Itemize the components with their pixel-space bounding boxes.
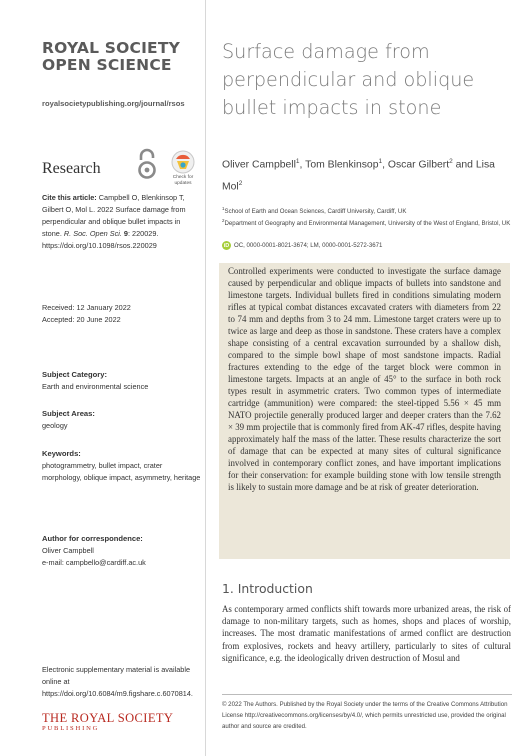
author-separator: , [299,159,306,171]
subject-category-heading: Subject Category: [42,370,107,379]
author-list [222,152,517,197]
publisher-logo[interactable] [42,712,173,733]
correspondence-heading: Author for correspondence: [42,534,143,543]
author-separator: , [382,159,388,171]
author-affil-sup: 1 [378,158,383,165]
publisher-name: THE ROYAL SOCIETY [42,711,174,725]
affiliation-sup: 2 [222,218,225,224]
article-sidebar [0,0,205,756]
subject-areas-heading: Subject Areas: [42,409,95,418]
citation-text: Campbell O, Blenkinsop T, Gilbert O, Mol L. 2022 Surface damage from perpendicular and oblique bullet impacts in stone. [42,193,186,238]
keywords-heading: Keywords: [42,449,81,458]
subject-category-value: Earth and environmental science [42,382,149,391]
correspondence [42,533,202,569]
journal-title[interactable] [42,40,180,74]
citation-label: Cite this article: [42,193,97,202]
orcid-line [222,241,382,250]
license-statement: © 2022 The Authors. Published by the Royal Society under the terms of the Creative Commons Attribution License http://creativecommons.org/licenses/by/4.0/, which permits unrestricted use, provided the original author and source are credited. [222,694,512,733]
subject-category [42,369,202,393]
affiliation-item [222,216,512,228]
publisher-subname: PUBLISHING [42,725,100,732]
subject-areas [42,408,202,432]
affiliations [222,204,512,229]
abstract-box: Controlled experiments were conducted to investigate the surface damage caused by perpendicular and oblique impacts of bullets into sandstone and limestone targets. Individual bullets fired in conditions simulating modern rifles at typical combat distances excavated craters with diameters from 22 to 74 mm and depths from 3 to 24 mm. Limestone target craters were up to twice as large and deep as those in sandstone. These craters have a complex shape consisting of a central excavation surrounded by a shallow dish, compared to the simple bowl shape of most sandstone impacts. Radial fractures extending to the edge of the target block were common in limestone targets. Impacts at an angle of 45° to the surface in both rock types result in asymmetric craters. Two common types of intermediate cartridge (ammunition) were compared: the steel-tipped 5.56 × 45 mm NATO projectile generally produced larger and deeper craters than the 7.62 × 39 mm projectile that is commonly fired from AK-47 rifles, despite having approximately half the mass of the latter. These results characterize the sort of damage that can be expected at many sites of cultural significance involved in contemporary conflict zones, and have important implications for their conservation: for example building stone with low tensile strength is likely to sustain more damage and be at risk of greater deterioration. [219,263,510,559]
paper-title: Surface damage from perpendicular and oblique bullet impacts in stone [222,40,475,119]
author-name[interactable]: Oscar Gilbert [387,159,450,171]
journal-url-link[interactable]: royalsocietypublishing.org/journal/rsos [42,99,185,108]
citation-volume: 9 [121,228,128,238]
author-affil-sup: 2 [449,158,453,165]
accepted-date: Accepted: 20 June 2022 [42,314,121,324]
journal-title-line2: OPEN SCIENCE [42,56,172,74]
introduction-text: As contemporary armed conflicts shift towards more urbanized areas, the risk of damage to non-military targets, such as homes, shops and places of worship, increases. The most dramatic manifestations of armed conflict are destruction from explosives, rockets and heavy artillery, particularly to sites of cultural significance, e.g. the ideologically driven destruction of Mosul and [222,604,511,663]
section-heading-introduction: 1. Introduction [222,581,313,596]
affiliation-text: School of Earth and Ocean Sciences, Cardiff University, Cardiff, UK [224,208,407,216]
received-date: Received: 12 January 2022 [42,303,131,312]
orcid-ids[interactable]: OC, 0000-0001-8021-3674; LM, 0000-0001-5272-3671 [234,242,383,249]
author-name[interactable]: Tom Blenkinsop [305,159,379,171]
citation-doi-link[interactable]: https://doi.org/10.1098/rsos.220029 [42,240,157,250]
supplementary-material-note[interactable]: Electronic supplementary material is available online at https://doi.org/10.6084/m9.figshare.c.6070814. [42,665,193,698]
affiliation-sup: 1 [222,206,225,211]
open-access-icon [136,147,158,181]
journal-title-line1: ROYAL SOCIETY [42,39,181,57]
author-separator: and [452,159,476,171]
citation-journal: R. Soc. Open Sci. [63,228,122,238]
dates-block [42,302,202,326]
author-affil-sup: 2 [238,180,243,188]
keywords [42,448,202,484]
affiliation-text: Department of Geography and Environmental Management, University of the West of England, Bristol, UK [224,220,511,228]
article-main [205,0,522,756]
subject-areas-value: geology [42,421,68,430]
author-name[interactable]: Oliver Campbell [222,159,296,171]
author-name[interactable]: Lisa Mol [222,159,495,193]
affiliation-item [222,204,512,216]
correspondence-name: Oliver Campbell [42,546,94,555]
orcid-icon[interactable]: iD [223,242,230,249]
citation-pages: : 220029. [128,228,159,238]
correspondence-email[interactable]: e-mail: campbello@cardiff.ac.uk [42,557,146,567]
author-affil-sup: 1 [295,158,300,165]
section-label: Research [42,160,101,177]
citation-block [42,192,202,252]
keywords-value: photogrammetry, bullet impact, crater morphology, oblique impact, asymmetry, heritage [42,461,201,482]
check-for-updates-label[interactable]: Check for updates [172,175,194,186]
